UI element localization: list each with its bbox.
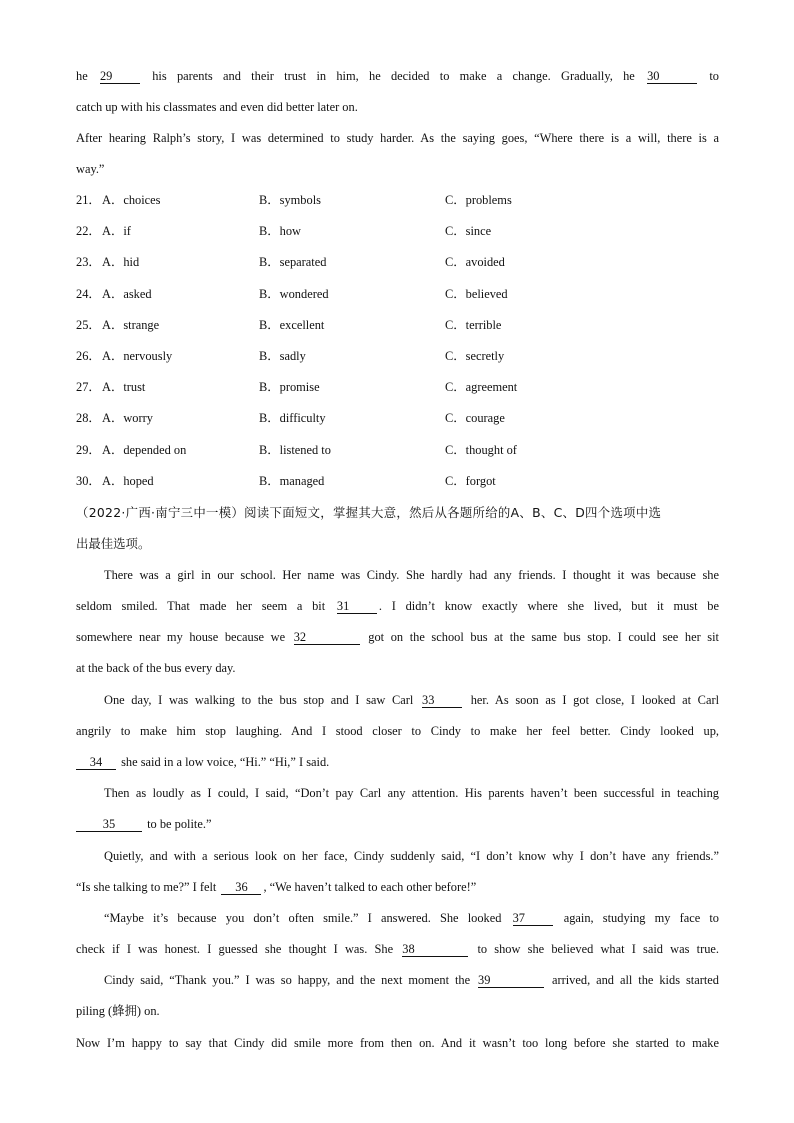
passage-line: somewhere near my house because we 32 got on the school bus at the same bus stop. I could see her sit xyxy=(76,630,719,644)
option-c: C．forgot xyxy=(445,473,496,488)
prev-passage-line xyxy=(76,67,719,85)
blank-39: 39 xyxy=(478,973,544,988)
option-a: A．strange xyxy=(102,317,160,332)
passage-line: check if I was honest. I guessed she thought I was. She 38 to show she believed what I said was true. xyxy=(76,942,719,956)
question-number: 27． xyxy=(76,380,101,395)
question-number: 24． xyxy=(76,286,101,301)
option-c: C．thought of xyxy=(445,442,517,457)
option-row xyxy=(76,316,719,334)
prev-passage-line: After hearing Ralph’s story, I was determined to study harder. As the saying goes, “Where there is a will, there is a xyxy=(76,131,719,145)
section-instruction: 出最佳选项。 xyxy=(76,536,151,551)
option-row xyxy=(76,472,719,490)
option-b: B．difficulty xyxy=(259,411,326,426)
option-a: A．hid xyxy=(102,255,140,270)
text: he xyxy=(76,69,98,83)
prev-passage-line: catch up with his classmates and even did better later on. xyxy=(76,100,358,114)
passage-line: “Maybe it’s because you don’t often smile.” I answered. She looked 37 again, studying my face to xyxy=(104,911,720,925)
option-a: A．hoped xyxy=(102,473,154,488)
passage-line: “Is she talking to me?” I felt 36 , “We haven’t talked to each other before!” xyxy=(76,880,477,894)
question-number: 30． xyxy=(76,473,101,488)
question-number: 23． xyxy=(76,255,101,270)
passage-line: Cindy said, “Thank you.” I was so happy, and the next moment the 39 arrived, and all the kids started xyxy=(104,973,719,987)
option-c: C．avoided xyxy=(445,255,505,270)
option-b: B．sadly xyxy=(259,349,306,363)
option-b: B．promise xyxy=(259,380,320,395)
prev-passage-line: way.” xyxy=(76,162,105,176)
blank-30: 30 xyxy=(647,69,697,84)
passage-line: There was a girl in our school. Her name was Cindy. She hardly had any friends. I thought it was because she xyxy=(104,568,719,582)
passage-line: Then as loudly as I could, I said, “Don’t pay Carl any attention. His parents haven’t been successful in teaching xyxy=(104,786,719,800)
option-a: A．choices xyxy=(102,193,161,207)
option-row xyxy=(76,222,719,240)
option-c: C．terrible xyxy=(445,317,502,332)
option-c: C．believed xyxy=(445,286,508,301)
option-c: C．agreement xyxy=(445,380,518,395)
option-c: C．courage xyxy=(445,411,505,426)
option-c: C．since xyxy=(445,224,492,239)
option-row xyxy=(76,409,719,427)
text: his parents and their trust in him, he decided to make a change. Gradually, he xyxy=(141,69,646,83)
option-row xyxy=(76,441,719,459)
option-row xyxy=(76,253,719,271)
option-b: B．separated xyxy=(259,255,327,270)
blank-31: 31 xyxy=(337,599,377,614)
passage-line: Now I’m happy to say that Cindy did smile more from then on. And it wasn’t too long before she started to make xyxy=(76,1036,719,1050)
passage-line: One day, I was walking to the bus stop and I saw Carl 33 her. As soon as I got close, I looked at Carl xyxy=(104,693,720,707)
passage-line: 35 to be polite.” xyxy=(76,815,719,833)
passage-line: Quietly, and with a serious look on her face, Cindy suddenly said, “I don’t know why I don’t have any friends.” xyxy=(104,849,719,863)
blank-38: 38 xyxy=(402,942,468,957)
option-b: B．excellent xyxy=(259,317,325,332)
option-c: C．problems xyxy=(445,193,512,207)
blank-36: 36 xyxy=(221,880,261,895)
question-number: 21． xyxy=(76,193,101,207)
blank-35: 35 xyxy=(76,817,142,832)
text: to xyxy=(699,69,719,83)
passage-line: seldom smiled. That made her seem a bit 31 . I didn’t know exactly where she lived, but it must be xyxy=(76,599,719,613)
section-instruction: （2022·广西·南宁三中一模）阅读下面短文，掌握其大意，然后从各题所给的A、B、C、D四个选项中选 xyxy=(76,505,662,520)
option-a: A．trust xyxy=(102,380,146,395)
blank-32: 32 xyxy=(294,630,360,645)
passage-line: 34 she said in a low voice, “Hi.” “Hi,” I said. xyxy=(76,753,719,771)
blank-37: 37 xyxy=(513,911,553,926)
passage-line: piling (蜂拥) on. xyxy=(76,1004,160,1018)
question-number: 25． xyxy=(76,317,101,332)
option-a: A．nervously xyxy=(102,349,173,363)
question-number: 26． xyxy=(76,349,101,363)
question-number: 29． xyxy=(76,442,101,457)
option-a: A．if xyxy=(102,224,131,239)
blank-34: 34 xyxy=(76,755,116,770)
question-number: 22． xyxy=(76,224,101,239)
option-b: B．how xyxy=(259,224,301,239)
option-a: A．depended on xyxy=(102,442,187,457)
passage-line: at the back of the bus every day. xyxy=(76,661,236,675)
option-a: A．asked xyxy=(102,286,152,301)
option-row xyxy=(76,191,719,209)
option-b: B．managed xyxy=(259,473,325,488)
option-b: B．wondered xyxy=(259,286,329,301)
question-number: 28． xyxy=(76,411,101,426)
blank-33: 33 xyxy=(422,693,462,708)
option-row xyxy=(76,347,719,365)
blank-29: 29 xyxy=(100,69,140,84)
option-a: A．worry xyxy=(102,411,153,426)
option-b: B．listened to xyxy=(259,442,331,457)
passage-line: angrily to make him stop laughing. And I stood closer to Cindy to make her feel better. Cindy looked up, xyxy=(76,724,719,738)
option-row xyxy=(76,378,719,396)
option-b: B．symbols xyxy=(259,193,321,207)
option-row xyxy=(76,285,719,303)
option-c: C．secretly xyxy=(445,349,505,363)
